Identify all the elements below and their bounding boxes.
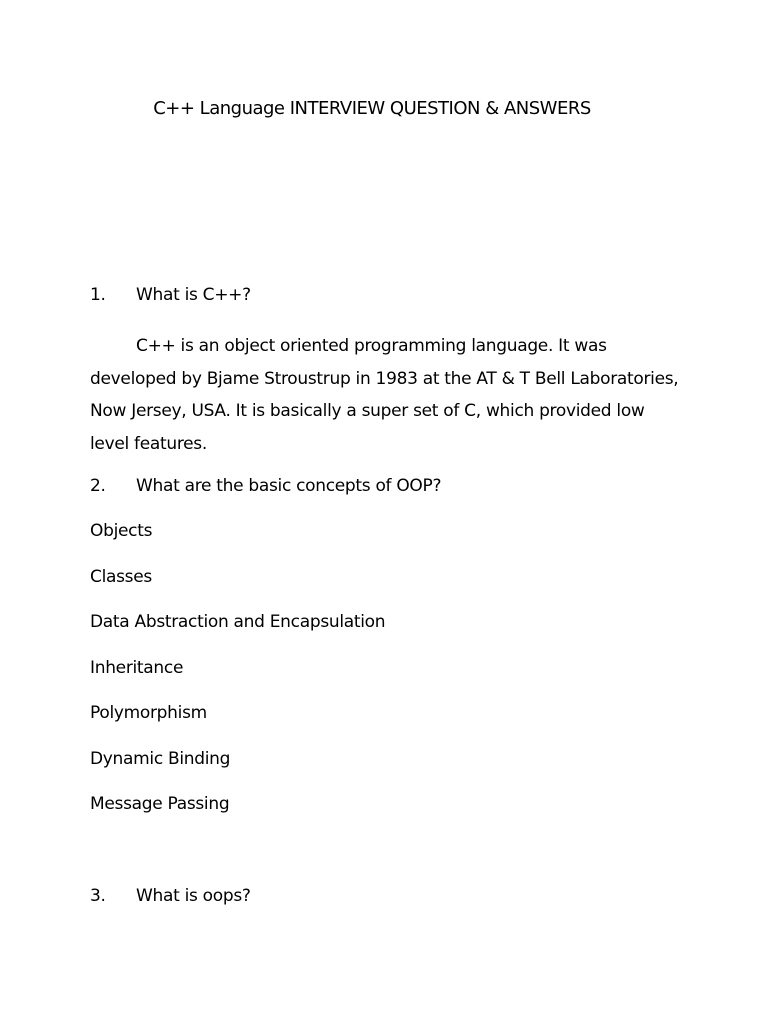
question-number: 2. [90, 476, 106, 496]
answer-1: C++ is an object oriented programming language. It was developed by Bjame Stroustrup in 1983 at the AT & T Bell Laboratories, Now Jersey, USA. It is basically a super set of C, which provided low level features. [90, 336, 679, 454]
concept-item: Polymorphism [90, 703, 207, 723]
question-text: What are the basic concepts of OOP? [136, 476, 442, 496]
question-number: 3. [90, 886, 106, 906]
concept-item: Objects [90, 521, 153, 541]
document-title: C++ Language INTERVIEW QUESTION & ANSWERS [153, 98, 591, 119]
concept-item: Message Passing [90, 794, 230, 814]
question-3 [90, 886, 251, 906]
question-2 [90, 476, 441, 496]
concept-item: Dynamic Binding [90, 749, 231, 769]
question-number: 1. [90, 285, 106, 305]
concept-item: Classes [90, 567, 152, 587]
concept-item: Inheritance [90, 658, 184, 678]
question-1 [90, 285, 251, 305]
question-text: What is C++? [136, 285, 251, 305]
question-text: What is oops? [136, 886, 251, 906]
concept-item: Data Abstraction and Encapsulation [90, 612, 386, 632]
